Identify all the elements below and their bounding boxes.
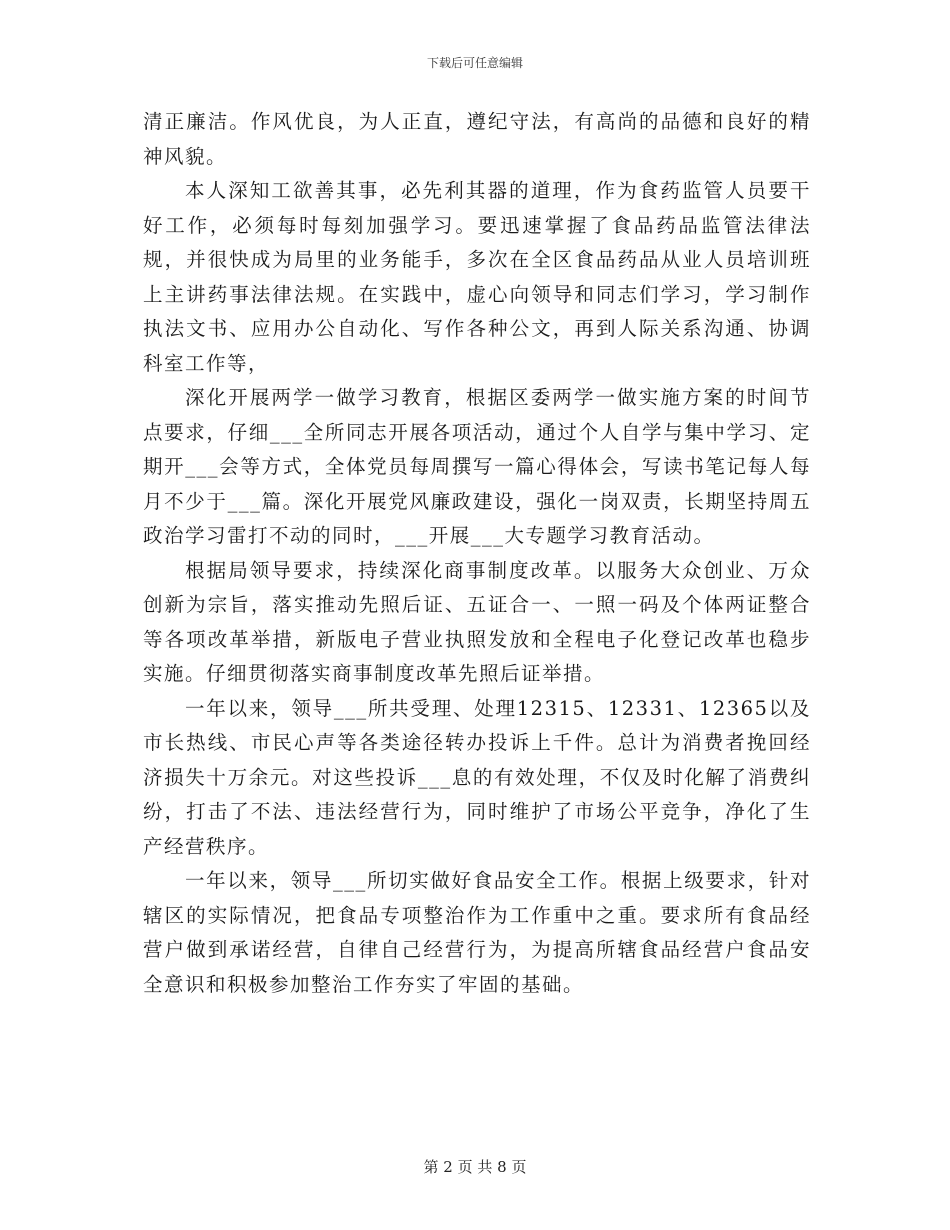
paragraph-2: 本人深知工欲善其事，必先利其器的道理，作为食药监管人员要干好工作，必须每时每刻加强学习。要迅速掌握了食品药品监管法律法规，并很快成为局里的业务能手，多次在全区食品药品从业人员培训班上主讲药事法律法规。在实践中，虚心向领导和同志们学习，学习制作执法文书、应用办公自动化、写作各种公文，再到人际关系沟通、协调科室工作等， bbox=[143, 179, 811, 375]
paragraph-4: 根据局领导要求，持续深化商事制度改革。以服务大众创业、万众创新为宗旨，落实推动先照后证、五证合一、一照一码及个体两证整合等各项改革举措，新版电子营业执照发放和全程电子化登记改革也稳步实施。仔细贯彻落实商事制度改革先照后证举措。 bbox=[143, 558, 811, 685]
paragraph-1: 清正廉洁。作风优良，为人正直，遵纪守法，有高尚的品德和良好的精神风貌。 bbox=[143, 110, 811, 168]
paragraph-3: 深化开展两学一做学习教育，根据区委两学一做实施方案的时间节点要求，仔细___全所同志开展各项活动，通过个人自学与集中学习、定期开___会等方式，全体党员每周撰写一篇心得体会，写读书笔记每人每月不少于___篇。深化开展党风廉政建设，强化一岗双责，长期坚持周五政治学习雷打不动的同时，___开展___大专题学习教育活动。 bbox=[143, 386, 811, 547]
paragraph-6: 一年以来，领导___所切实做好食品安全工作。根据上级要求，针对辖区的实际情况，把食品专项整治作为工作重中之重。要求所有食品经营户做到承诺经营，自律自己经营行为，为提高所辖食品经营户食品安全意识和积极参加整治工作夯实了牢固的基础。 bbox=[143, 869, 811, 996]
document-body bbox=[143, 105, 811, 1002]
paragraph-5: 一年以来，领导___所共受理、处理12315、12331、12365以及市长热线、市民心声等各类途径转办投诉上千件。总计为消费者挽回经济损失十万余元。对这些投诉___息的有效处理，不仅及时化解了消费纠纷，打击了不法、违法经营行为，同时维护了市场公平竞争，净化了生产经营秩序。 bbox=[143, 696, 811, 858]
page-number: 第 2 页 共 8 页 bbox=[423, 1158, 527, 1176]
page-header: 下载后可任意编辑 bbox=[426, 56, 523, 70]
